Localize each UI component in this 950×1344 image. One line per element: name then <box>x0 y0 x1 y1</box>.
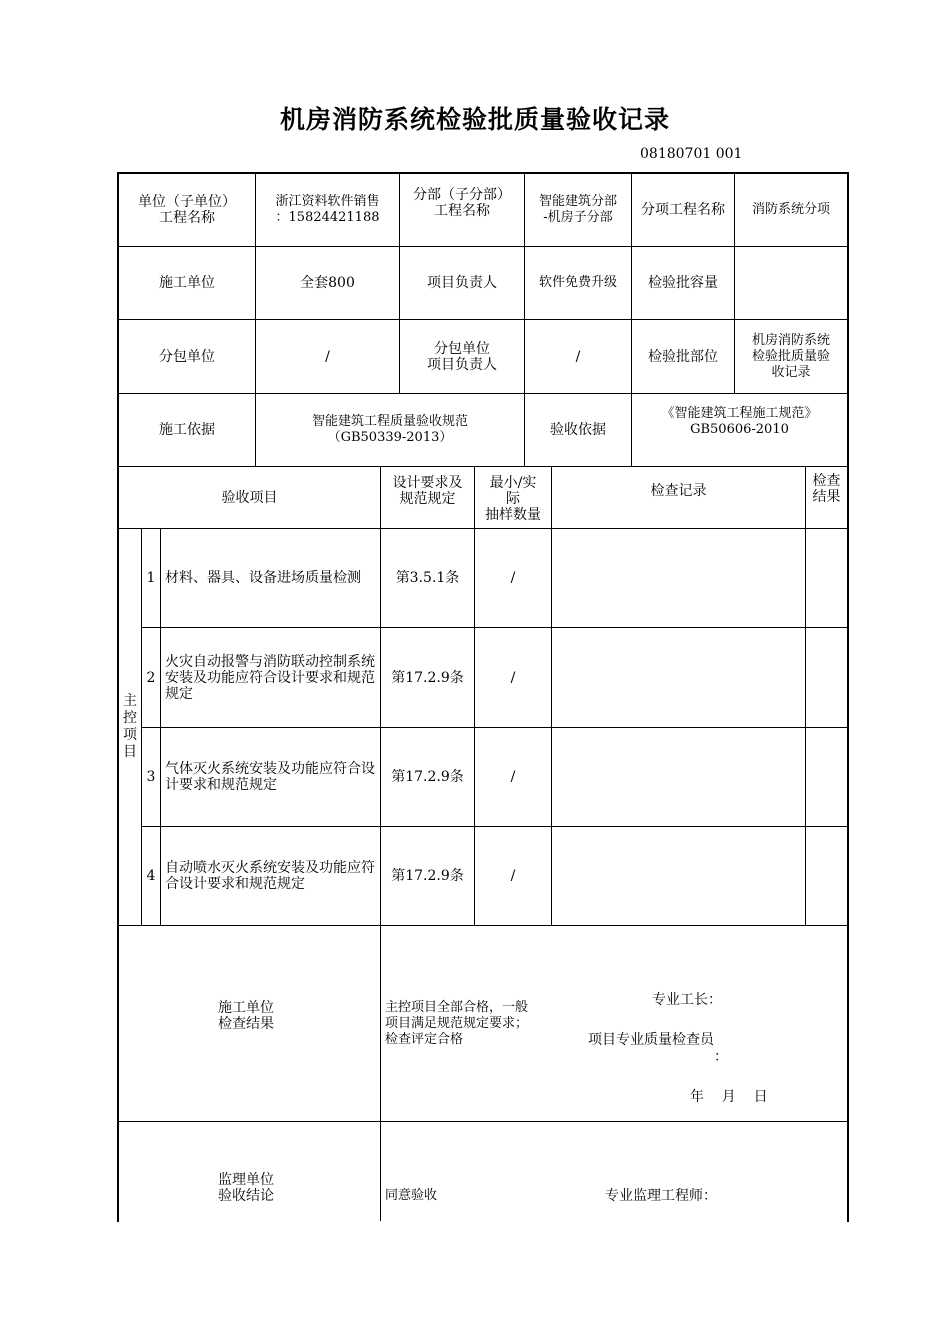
item-description: 火灾自动报警与消防联动控制系统安装及功能应符合设计要求和规范规定 <box>165 653 375 702</box>
supervisor-check-label: 监理单位 验收结论 <box>218 1172 274 1204</box>
subitem-label: 分项工程名称 <box>641 202 725 218</box>
column-header-sample: 最小/实 际 抽样数量 <box>485 475 541 523</box>
row-divider <box>117 925 849 926</box>
contractor-check-label: 施工单位 检查结果 <box>218 1000 274 1032</box>
item-sample: / <box>510 769 516 785</box>
item-clause: 第17.2.9条 <box>391 868 464 884</box>
project-manager-value: 软件免费升级 <box>538 275 617 290</box>
item-clause: 第17.2.9条 <box>391 669 464 686</box>
contractor-label: 施工单位 <box>159 275 215 291</box>
quality-inspector-colon: ： <box>714 1049 728 1065</box>
table-border-right <box>847 172 849 1222</box>
column-header-result: 检查 结果 <box>812 473 841 505</box>
col-divider <box>805 466 806 925</box>
item-sample: / <box>510 669 516 686</box>
contractor-date: 年 月 日 <box>690 1089 768 1105</box>
row-divider <box>117 1121 849 1122</box>
project-manager-label: 项目负责人 <box>427 275 497 291</box>
item-clause: 第17.2.9条 <box>391 769 464 785</box>
construction-basis-label: 施工依据 <box>159 422 215 438</box>
document-code: 08180701 001 <box>640 146 743 162</box>
column-header-design: 设计要求及 规范规定 <box>392 475 463 507</box>
batch-capacity-label: 检验批容量 <box>648 275 718 291</box>
acceptance-basis-value: 《智能建筑工程施工规范》 GB50606-2010 <box>661 406 818 437</box>
col-divider <box>551 466 552 925</box>
item-description: 自动喷水灭火系统安装及功能应符合设计要求和规范规定 <box>165 860 375 892</box>
item-number: 1 <box>146 570 156 586</box>
foreman-signature-label: 专业工长： <box>652 992 722 1008</box>
subitem-value: 消防系统分项 <box>751 202 830 217</box>
subcontractor-label: 分包单位 <box>159 348 215 365</box>
quality-inspector-label: 项目专业质量检查员 <box>588 1032 714 1048</box>
sub-project-manager-label: 分包单位 项目负责人 <box>427 340 497 373</box>
subcontractor-value: / <box>325 348 330 365</box>
item-description: 材料、器具、设备进场质量检测 <box>165 570 361 586</box>
item-clause: 第3.5.1条 <box>395 570 460 586</box>
item-sample: / <box>510 868 516 884</box>
contractor-check-result: 主控项目全部合格，一般 项目满足规范规定要求； 检查评定合格 <box>385 1000 529 1047</box>
acceptance-basis-label: 验收依据 <box>550 422 606 438</box>
supervisor-check-result: 同意验收 <box>385 1188 438 1203</box>
supervisor-engineer-label: 专业监理工程师： <box>605 1188 717 1204</box>
page-title: 机房消防系统检验批质量验收记录 <box>279 105 670 134</box>
batch-part-value: 机房消防系统 检验批质量验 收记录 <box>751 332 830 380</box>
division-value: 智能建筑分部 -机房子分部 <box>538 194 617 225</box>
contractor-value: 全套800 <box>300 275 355 291</box>
main-control-label: 主 控 项 目 <box>123 693 137 760</box>
unit-name-value: 浙江资料软件销售 ：15824421188 <box>275 194 380 225</box>
construction-basis-value: 智能建筑工程质量验收规范 （GB50339-2013） <box>311 414 468 445</box>
batch-part-label: 检验批部位 <box>648 348 718 365</box>
column-header-item: 验收项目 <box>221 489 278 506</box>
item-number: 3 <box>146 769 156 785</box>
unit-name-label: 单位（子单位） 工程名称 <box>138 194 236 226</box>
column-header-record: 检查记录 <box>650 483 707 499</box>
batch-capacity-value <box>735 247 847 319</box>
sub-project-manager-value: / <box>575 348 581 365</box>
item-description: 气体灭火系统安装及功能应符合设计要求和规范规定 <box>165 761 375 793</box>
item-sample: / <box>510 570 516 586</box>
item-number: 2 <box>146 669 156 686</box>
division-label: 分部（子分部） 工程名称 <box>413 187 511 219</box>
item-number: 4 <box>146 868 156 884</box>
